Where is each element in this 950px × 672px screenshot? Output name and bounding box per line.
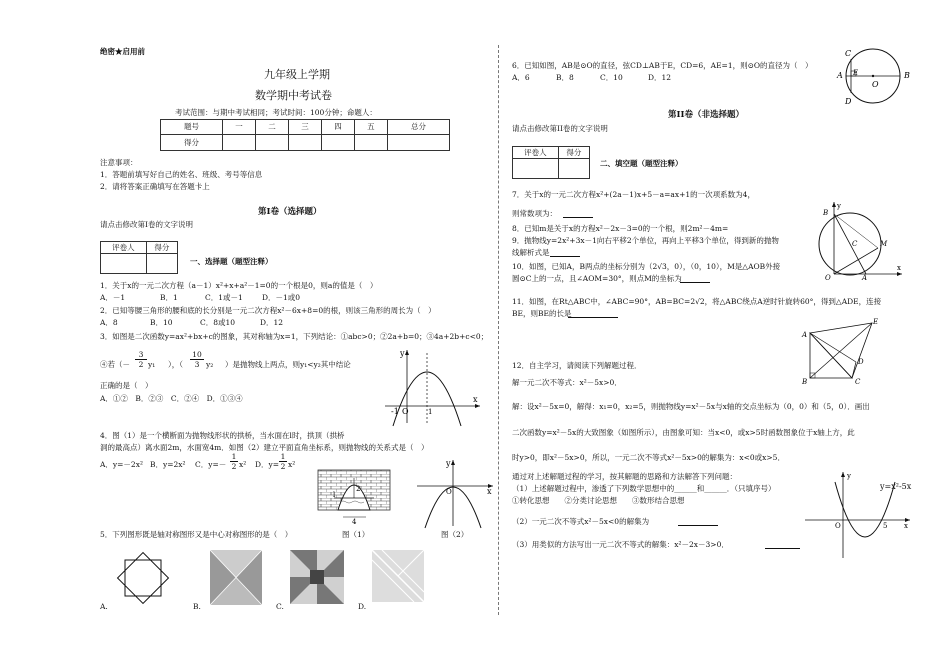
fig2-label: 图（2） [441,530,469,539]
part1-desc: 请点击修改第Ⅰ卷的文字说明 [100,220,193,229]
grader-label: 评卷人 [513,147,559,159]
q9-line2: 线解析式是 [512,248,550,257]
svg-text:D: D [858,358,864,366]
fraction-numerator: 1 [280,452,286,461]
svg-text:y: y [400,349,405,358]
q11-line2: BE，则BE的长是 [512,309,572,318]
svg-text:O: O [402,407,409,416]
score-row-label: 得分 [161,135,223,151]
grader-cell[interactable] [146,254,177,274]
q12-part1: （1）上述解题过程中，渗透了下列数学思想中的______和______．（只填序号） [512,484,776,493]
q11-stem: 11．如图，在Rt△ABC中，∠ABC=90°，AB=BC=2√2，将△ABC绕点A逆时针旋转60°，得到△ADE，连接 [512,297,882,306]
q2-option: A．8 [100,318,118,327]
q4-option-d: D．y= [255,460,280,469]
q7-stem: 7．关于x的一元二次方程x²+(2a－1)x+5－a=ax+1的一次项系数为4， [512,190,755,199]
q5-shape-a [115,550,171,606]
fraction-numerator: 10 [192,350,202,359]
svg-text:E: E [873,318,879,326]
svg-text:E: E [853,69,859,77]
svg-text:l: l [333,491,336,499]
score-cell[interactable] [223,135,256,151]
svg-text:1: 1 [428,408,433,416]
svg-text:x: x [487,487,492,496]
svg-text:x: x [904,522,908,530]
q1-option: C．1或－1 [205,293,243,302]
svg-text:x: x [473,395,478,404]
q7-line2: 则常数项为： [512,209,557,218]
score-cell[interactable] [256,135,289,151]
q12-stem: 12．自主学习，请阅读下列解题过程． [512,361,642,370]
q11-answer-blank[interactable] [568,310,618,318]
q1-option: D．－1或0 [262,293,301,302]
q12-part2: （2）一元二次不等式x²－5x<0的解集为 [512,517,650,526]
exam-info: 考试范围：与期中考试相同；考试时间：100分钟；命题人： [175,108,377,117]
q12-solution-1: 解：设x²－5x=0，解得：x₁=0，x₂=5，则抛物线y=x²－5x与x轴的交点坐标为（0，0）和（5，0）．画出 [512,402,870,411]
q12-problem: 解一元二次不等式：x²－5x>0． [512,378,622,387]
section1-title: 一、选择题（题型注释） [190,257,273,266]
q4-fraction [279,452,287,472]
score-header: 一 [223,120,256,135]
q2-option: D．12 [260,318,284,327]
svg-text:A: A [862,274,868,282]
q12-solution-2: 二次函数y=x²－5x的大致图象（如图所示），由图象可知：当x<0，或x>5时函数图象位于x轴上方，此 [512,428,855,437]
q9-stem: 9．抛物线y=2x²+3x－1向右平移2个单位，再向上平移3个单位，得到新的抛物 [512,236,779,245]
svg-text:4: 4 [352,518,357,526]
secret-label: 绝密★启用前 [100,47,145,56]
q7-answer-blank[interactable] [563,210,593,218]
score-cell[interactable] [289,135,322,151]
q5-stem: 5．下列图形既是轴对称图形又是中心对称图形的是（ ） [100,530,293,539]
q4-option-b: B．y=2x² [150,460,186,469]
q4-option-c: C．y=－ [195,460,227,469]
q6-option: B．8 [556,73,574,82]
score-table [160,119,450,151]
q5-shape-c [290,550,344,604]
score-header: 二 [256,120,289,135]
q12-instruction: 通过对上述解题过程的学习，按其解题的思路和方法解答下列问题： [512,472,737,481]
q6-option: C．10 [600,73,623,82]
svg-text:D: D [845,97,852,106]
svg-text:A: A [837,71,843,80]
q12-part2-blank[interactable] [678,518,718,526]
q12-part3-blank[interactable] [765,541,800,549]
notes-title: 注意事项： [100,158,138,167]
fig1-label: 图（1） [342,530,370,539]
svg-text:B: B [802,378,808,386]
grader-cell[interactable] [101,254,147,274]
grader-table [100,241,178,274]
q4-option-a: A．y=－2x² [100,460,143,469]
q12-part3: （3）用类似的方法写出一元二次不等式的解集：x²－2x－3>0． [512,540,729,549]
svg-text:M: M [880,240,888,248]
q4-line1: 4．图（1）是一个横断面为抛物线形状的拱桥，当水面在l时，拱顶（拱桥 [100,431,345,440]
q3-line2-start: ④若（－ [100,360,130,369]
fraction-denominator: 2 [231,462,237,472]
q3-fraction [135,350,147,370]
grader-label: 得分 [146,242,177,254]
bridge-figure [316,468,394,526]
q3-y1: y₁ [148,360,156,369]
svg-text:x: x [897,264,901,272]
q10-stem: 10．如图，已知A，B两点的坐标分别为（2√3，0），（0，10），M是△AOB外接 [512,262,781,271]
grader-table-2 [512,146,590,179]
q5-option: B. [193,602,201,611]
svg-text:2: 2 [356,485,361,493]
q12-part1-choices: ①转化思想 ②分类讨论思想 ③数形结合思想 [512,496,685,505]
q4-option-d-tail: x² [288,460,296,469]
q5-shape-b [210,550,262,605]
grader-label: 评卷人 [101,242,147,254]
fraction-numerator: 3 [138,350,144,359]
svg-text:O: O [825,274,831,282]
q3-mid: ），（ [168,360,183,369]
q8-stem: 8．已知m是关于x的方程x²－2x－3=0的一个根，则2m²－4m= [512,224,729,233]
q3-line2-end: ）是抛物线上两点，则y₁<y₂其中结论 [225,360,351,369]
svg-text:C: C [845,49,852,58]
q10-circle-figure [818,200,904,280]
q5-option: D. [358,602,367,611]
fraction-denominator: 2 [135,359,147,369]
svg-text:O: O [835,522,841,530]
score-header: 五 [354,120,387,135]
score-cell[interactable] [321,135,354,151]
q6-stem: 6．已知如图，AB是⊙O的直径，弦CD⊥AB于E，CD=6，AE=1，则⊙O的直径为（ ） [512,61,813,70]
section2-title: 二、填空题（题型注释） [600,159,683,168]
score-cell[interactable] [354,135,387,151]
fraction-denominator: 3 [190,359,204,369]
grader-cell[interactable] [558,159,589,179]
q6-option: A．6 [512,73,530,82]
q5-option: A. [100,602,108,611]
svg-text:O: O [446,488,452,496]
q3-line3: 正确的是（ ） [100,381,153,390]
q11-triangle-figure [800,318,885,386]
grader-cell[interactable] [513,159,559,179]
page-divider [498,45,499,615]
q4-line2: 洞的最高点）离水面2m，水面宽4m．如图（2）建立平面直角坐标系，则抛物线的关系式是（ ） [100,443,429,452]
svg-text:y: y [837,202,841,210]
note-item: 2．请将答案正确填写在答题卡上 [100,182,210,191]
svg-text:y: y [446,459,451,468]
q1-option: B．1 [160,293,178,302]
q10-answer-blank[interactable] [680,275,710,283]
q3-y2: y₂ [206,360,214,369]
q10-line2: 圆⊙C上的一点，且∠AOM=30°，则点M的坐标为 [512,274,682,283]
q6-circle-figure [835,47,915,109]
svg-text:C: C [852,240,858,248]
grade-title: 九年级上学期 [264,68,330,81]
q5-option: C. [276,602,284,611]
q4-option-c-tail: x² [239,460,247,469]
svg-text:y: y [847,472,851,480]
q5-shape-d [372,550,424,602]
part1-title: 第Ⅰ卷（选择题） [258,207,322,217]
q2-option: B．10 [150,318,173,327]
svg-text:5: 5 [883,522,888,530]
score-cell[interactable] [387,135,449,151]
svg-text:A: A [802,331,808,339]
svg-text:B: B [904,71,910,80]
score-header: 三 [289,120,322,135]
q3-parabola-graph [385,348,485,428]
score-header: 题号 [161,120,223,135]
q4-fraction [230,452,238,472]
svg-text:B: B [823,209,829,217]
q6-option: D．12 [648,73,672,82]
q2-option: C．8或10 [200,318,236,327]
q9-answer-blank[interactable] [550,249,580,257]
part2-title: 第II卷（非选择题） [668,110,744,120]
exam-title: 数学期中考试卷 [255,89,332,102]
q2-stem: 2．已知等腰三角形的腰和底的长分别是一元二次方程x²－6x+8=0的根，则该三角形的周长为（ ） [100,306,436,315]
q3-options: A．①② B．②③ C．②④ D．①③④ [100,394,243,403]
q1-stem: 1．关于x的一元二次方程（a－1）x²+x+a²－1=0的一个根是0，则a的值是（ ） [100,281,378,290]
q3-fraction [190,350,204,370]
score-header: 总分 [387,120,449,135]
svg-text:O: O [872,80,879,89]
score-header: 四 [321,120,354,135]
q12-solution-3: 时y>0，即x²－5x>0，所以，一元二次不等式x²－5x>0的解集为：x<0或x>5． [512,453,785,462]
q1-option: A．－1 [100,293,126,302]
fraction-denominator: 2 [280,462,286,472]
svg-text:C: C [855,378,861,386]
grader-label: 得分 [558,147,589,159]
q12-parabola-graph [805,462,915,562]
q12-graph-label: y=x²-5x [880,482,912,491]
note-item: 1．答题前填写好自己的姓名、班级、考号等信息 [100,170,263,179]
fig2-parabola [415,458,497,528]
svg-text:-1: -1 [391,407,399,416]
part2-desc: 请点击修改第II卷的文字说明 [512,124,608,133]
fraction-numerator: 1 [231,452,237,461]
q3-stem: 3．如图是二次函数y=ax²+bx+c的图象，其对称轴为x=1，下列结论：①abc>0；②2a+b=0；③4a+2b+c<0； [100,332,489,341]
